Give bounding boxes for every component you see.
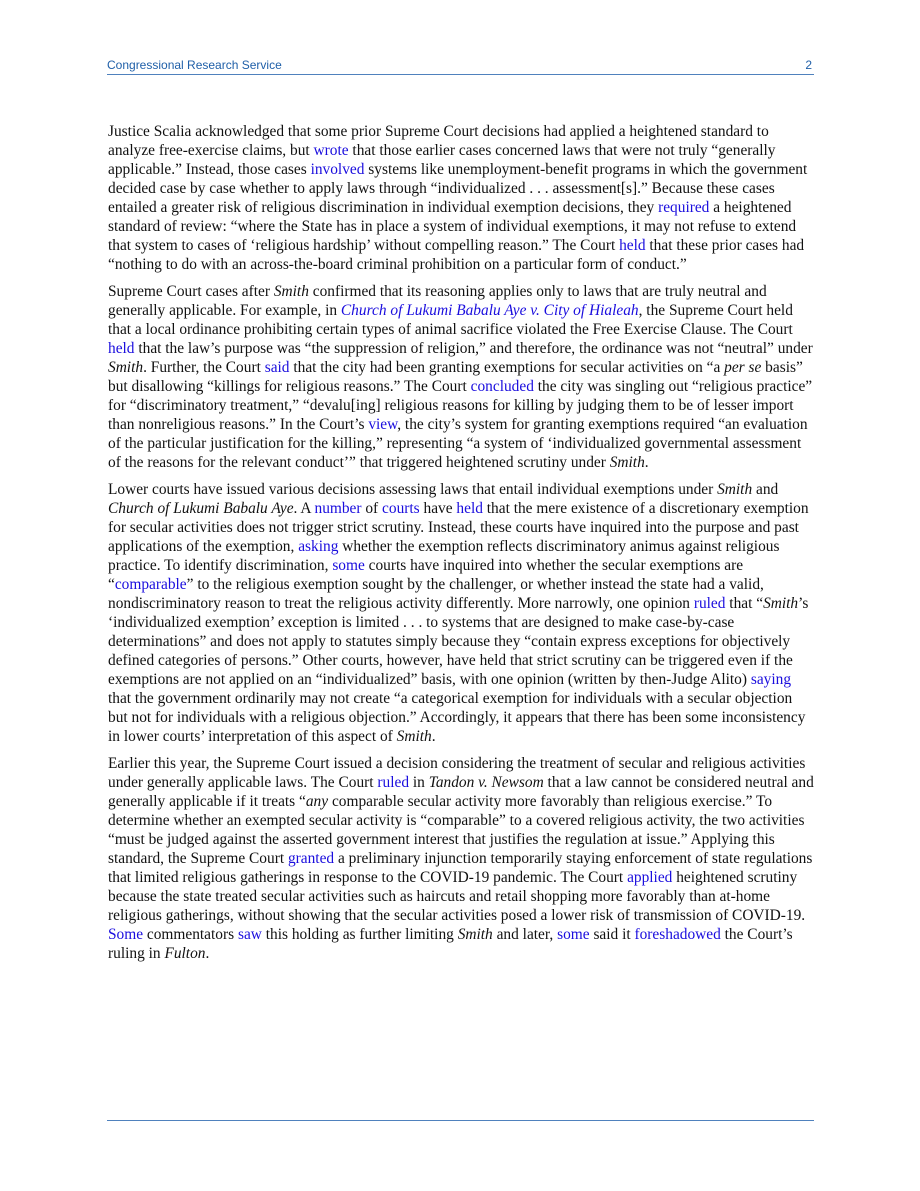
text-run: have [419,500,457,517]
text-run: that the city had been granting exemptions for secular activities on “a [289,359,725,376]
link-some-commentators[interactable]: Some [108,926,144,943]
text-run: and later, [492,926,558,943]
paragraph-2 [108,282,814,472]
link-applied[interactable]: applied [627,869,673,886]
text-run: . [205,945,210,962]
text-run: ’s ‘individualized exemption’ exception is limited . . . to systems that are designed to make case-by-case determinations” and does not apply to statutes simply because they “contain express exceptions for objectively defined categories of persons.” Other courts, however, have held that strict scrutiny can be triggered even if the exemptions are not applied on an “individualized” basis, with one opinion (written by then-Judge Alito) [108,595,809,688]
link-held[interactable]: held [456,500,483,517]
link-courts[interactable]: courts [382,500,420,517]
link-view[interactable]: view [368,416,398,433]
link-number[interactable]: number [314,500,362,517]
text-run: of [361,500,383,517]
text-run: that a law cannot be considered neutral and generally applicable if it treats “ [108,774,814,810]
text-run: . A [293,500,315,517]
text-run: . [431,728,436,745]
text-run: that the government ordinarily may not create “a categorical exemption for individuals with a secular objection but not for individuals with a religious objection.” Accordingly, it appears that there has been some inconsistency in lower courts’ interpretation of this aspect of [108,690,806,745]
text-run: Justice Scalia acknowledged that some prior Supreme Court decisions had applied a heightened standard to analyze free-exercise claims, but [108,123,769,159]
case-name-italic: Smith [457,926,493,943]
link-required[interactable]: required [658,199,710,216]
text-run: , the Supreme Court held that a local ordinance prohibiting certain types of animal sacrifice violated the Free Exercise Clause. The Court [108,302,793,338]
text-run: confirmed that its reasoning applies only to laws that are truly neutral and generally applicable. For example, in [108,283,767,319]
text-run: . [644,454,649,471]
text-run: Lower courts have issued various decisions assessing laws that entail individual exemptions under [108,481,718,498]
case-name-italic: Smith [108,359,144,376]
link-some[interactable]: some [332,557,365,574]
link-saw[interactable]: saw [237,926,262,943]
body-text [108,122,814,971]
link-foreshadowed[interactable]: foreshadowed [634,926,721,943]
link-lukumi-case-text: Church of Lukumi Babalu Aye v. City of Hialeah [340,302,639,319]
text-run: Earlier this year, the Supreme Court issued a decision considering the treatment of secular and religious activities under generally applicable laws. The Court [108,755,806,791]
link-wrote[interactable]: wrote [313,142,349,159]
text-run: whether the exemption reflects discriminatory animus against religious practice. To identify discrimination, [108,538,780,574]
page-number: 2 [805,58,812,72]
case-name-italic: Smith [273,283,309,300]
case-name-italic: Smith [609,454,645,471]
text-run: that the law’s purpose was “the suppression of religion,” and therefore, the ordinance was not “neutral” under [134,340,813,357]
text-run: courts have inquired into whether the secular exemptions are “ [108,557,744,593]
link-concluded[interactable]: concluded [470,378,534,395]
text-run: the Court’s ruling in [108,926,793,962]
text-run: that the mere existence of a discretionary exemption for secular activities does not trigger strict scrutiny. Instead, these courts have inquired into the purpose and past applications of the exemption, [108,500,809,555]
link-some[interactable]: some [557,926,590,943]
paragraph-4 [108,754,814,963]
paragraph-3 [108,480,814,746]
link-said[interactable]: said [264,359,290,376]
text-run: a heightened standard of review: “where the State has in place a system of individual exemptions, it may not refuse to extend that system to cases of ‘religious hardship’ without compelling reason.” The Court [108,199,797,254]
link-held[interactable]: held [108,340,135,357]
text-run: commentators [143,926,238,943]
text-run: said it [589,926,635,943]
text-run: Supreme Court cases after [108,283,274,300]
text-run: that these prior cases had “nothing to do with an across-the-board criminal prohibition on a particular form of conduct.” [108,237,805,273]
text-run: ” to the religious exemption sought by the challenger, or whether instead the state had a valid, nondiscriminatory reason to treat the religious activity differently. More narrowly, one opinion [108,576,764,612]
text-run: systems like unemployment-benefit programs in which the government decided case by case whether to apply laws through “individualized . . . assessment[s].” Because these cases entailed a greater risk of religious discrimination in individual exemption decisions, they [108,161,808,216]
text-run: . Further, the Court [143,359,265,376]
text-run: and [752,481,779,498]
link-saying[interactable]: saying [750,671,792,688]
link-granted[interactable]: granted [287,850,335,867]
text-run: basis” but disallowing “killings for religious reasons.” The Court [108,359,803,395]
link-held[interactable]: held [619,237,646,254]
text-run: , the city’s system for granting exemptions required “an evaluation of the particular justification for the killing,” representing “a system of ‘individualized governmental assessment of the reasons for the relevant conduct’” that triggered heightened scrutiny under [108,416,808,471]
italic-term: any [305,793,329,810]
case-name-italic: Smith [717,481,753,498]
page-header [107,56,814,75]
text-run: comparable secular activity more favorably than religious exercise.” To determine whether an exempted secular activity is “comparable” to a covered religious activity, the two activities “must be judged against the asserted government interest that justifies the regulation at issue.” Applying this standard, the Supreme Court [108,793,805,867]
text-run: this holding as further limiting [261,926,458,943]
text-run: in [409,774,429,791]
text-run: the city was singling out “religious practice” for “discriminatory treatment,” “devalu[ing] religious reasons for killing by judging them to be of lesser import than nonreligious reasons.” In the Court’s [108,378,813,433]
case-name-italic: Smith [396,728,432,745]
link-ruled[interactable]: ruled [377,774,410,791]
link-asking[interactable]: asking [298,538,339,555]
link-ruled[interactable]: ruled [693,595,726,612]
footer-divider [107,1120,814,1121]
case-name-italic: Church of Lukumi Babalu Aye [108,500,294,517]
italic-term: per se [724,359,762,376]
link-lukumi-case[interactable] [341,302,639,319]
link-comparable[interactable]: comparable [114,576,187,593]
text-run: that “ [725,595,764,612]
case-name-italic: Fulton [164,945,206,962]
case-name-italic: Tandon v. Newsom [428,774,544,791]
paragraph-1 [108,122,814,274]
header-organization: Congressional Research Service [107,58,282,72]
text-run: that those earlier cases concerned laws that were not truly “generally applicable.” Instead, those cases [108,142,776,178]
text-run: a preliminary injunction temporarily staying enforcement of state regulations that limited religious gatherings in response to the COVID-19 pandemic. The Court [108,850,813,886]
case-name-italic: Smith [763,595,799,612]
text-run: heightened scrutiny because the state treated secular activities such as haircuts and retail shopping more favorably than at-home religious gatherings, without showing that the secular activities posed a lower risk of transmission of COVID-19. [108,869,806,924]
link-involved[interactable]: involved [310,161,365,178]
